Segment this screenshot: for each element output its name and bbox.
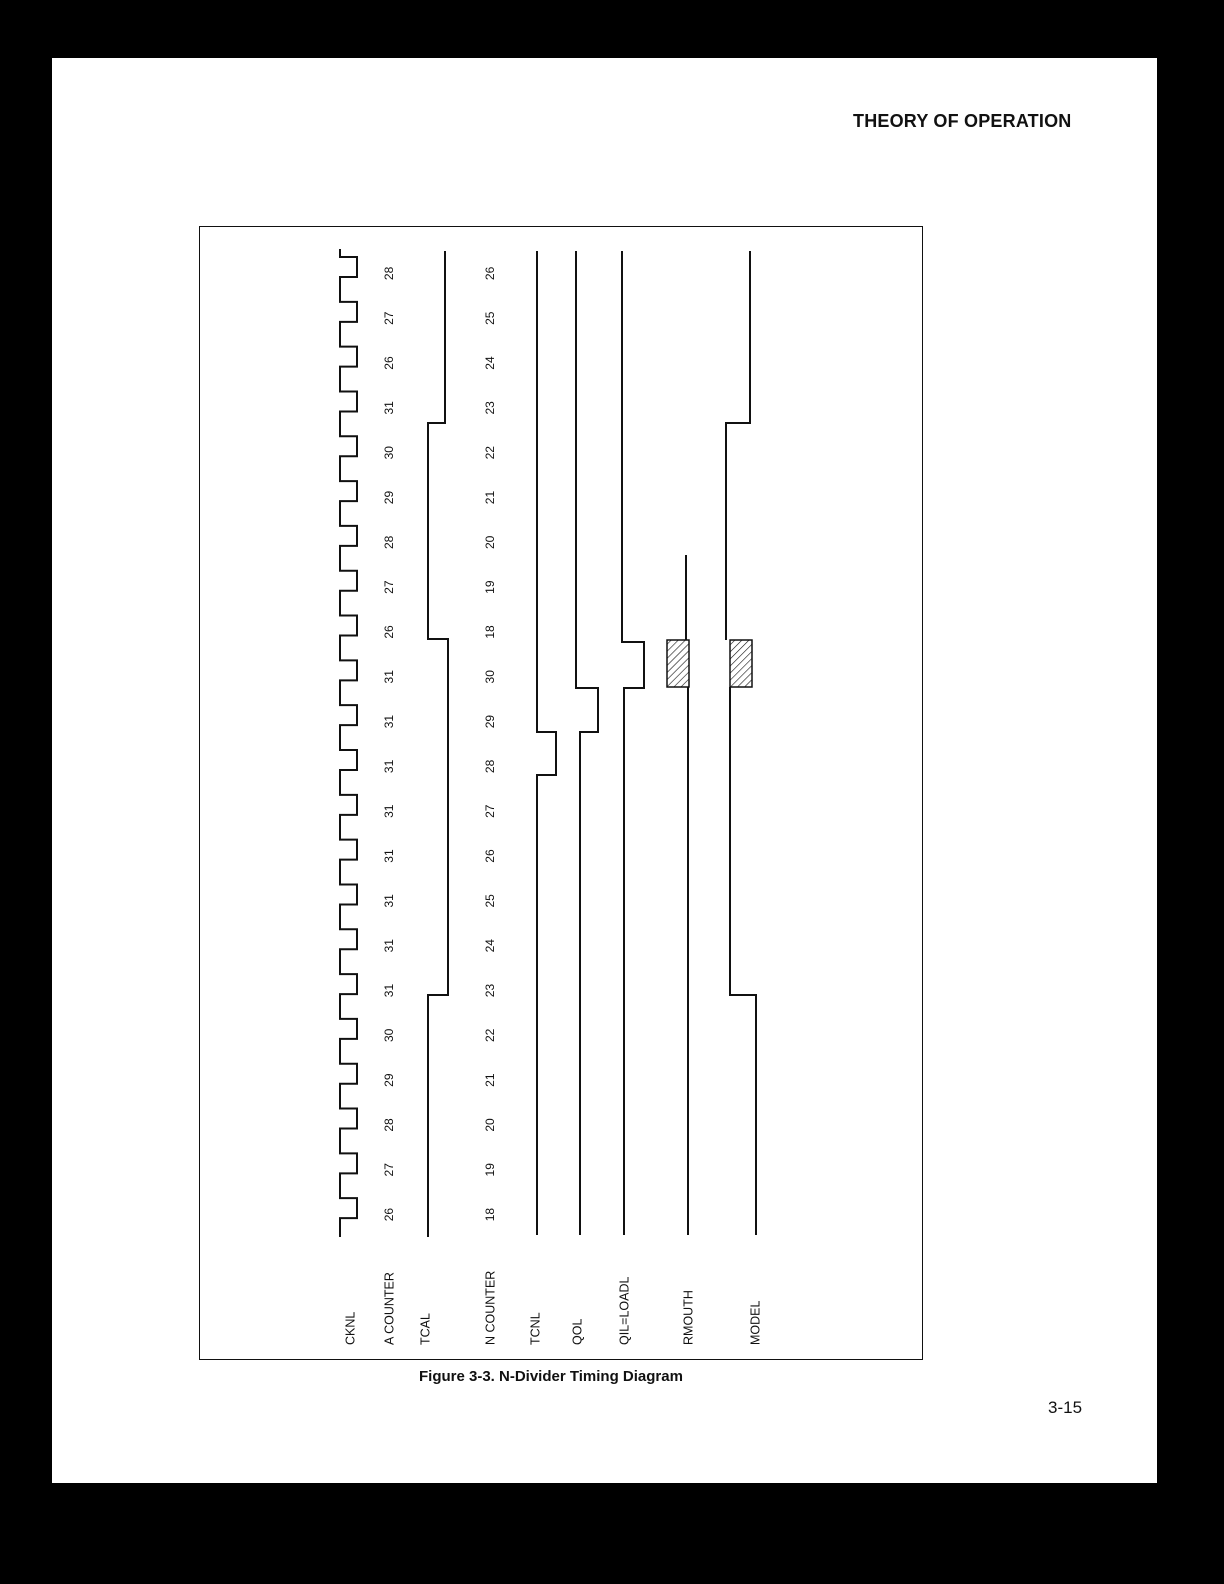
a-counter-value: 30 [382, 1028, 397, 1042]
tcnl-waveform [537, 251, 556, 1235]
n-counter-value: 19 [483, 580, 498, 594]
model-waveform-lower [730, 687, 756, 1235]
a-counter-value: 31 [382, 939, 397, 953]
a-counter-value: 31 [382, 804, 397, 818]
n-counter-value: 23 [483, 401, 498, 415]
n-counter-value: 30 [483, 670, 498, 684]
a-counter-value: 31 [382, 759, 397, 774]
a-counter-value: 27 [382, 311, 397, 325]
a-counter-value: 28 [382, 535, 397, 549]
figure-frame [199, 226, 923, 1360]
model-waveform-upper [726, 251, 750, 640]
signal-label: CKNL [343, 1311, 358, 1345]
signal-label: TCAL [418, 1313, 433, 1345]
signal-label: TCNL [528, 1312, 543, 1345]
signal-label: RMOUTH [681, 1290, 696, 1345]
signal-label: A COUNTER [382, 1272, 397, 1345]
n-counter-value: 26 [483, 849, 498, 863]
tcal-waveform [428, 251, 448, 1237]
section-header: THEORY OF OPERATION [853, 111, 1072, 131]
n-counter-value: 27 [483, 804, 498, 818]
n-counter-value: 24 [483, 939, 498, 953]
rmouth-hatched-region [667, 640, 689, 687]
signal-label: N COUNTER [483, 1270, 498, 1345]
n-counter-value: 21 [483, 1073, 498, 1087]
a-counter-value: 26 [382, 625, 397, 639]
a-counter-value: 30 [382, 446, 397, 460]
a-counter-value: 31 [382, 983, 397, 998]
n-counter-value: 21 [483, 490, 498, 505]
cknl-waveform [340, 249, 357, 1237]
n-counter-value: 20 [483, 1118, 498, 1132]
a-counter-value: 31 [382, 401, 397, 415]
n-counter-value: 20 [483, 535, 498, 549]
figure-caption: Figure 3-3. N-Divider Timing Diagram [419, 1368, 683, 1385]
n-counter-value: 23 [483, 983, 498, 998]
n-counter-value: 25 [483, 894, 498, 908]
a-counter-value: 31 [382, 849, 397, 863]
signal-label: QIL=LOADL [617, 1276, 632, 1345]
qil-loadl-waveform [622, 251, 644, 1235]
a-counter-value: 26 [382, 356, 397, 370]
document-page [52, 58, 1157, 1483]
qol-waveform [576, 251, 598, 1235]
a-counter-value: 26 [382, 1207, 397, 1222]
a-counter-value: 28 [382, 1118, 397, 1132]
n-counter-value: 26 [483, 266, 498, 281]
a-counter-value: 27 [382, 1163, 397, 1177]
a-counter-value: 31 [382, 894, 397, 908]
a-counter-value: 29 [382, 490, 397, 505]
n-counter-value: 29 [483, 714, 498, 729]
timing-diagram [200, 227, 921, 1358]
n-counter-value: 28 [483, 759, 498, 774]
n-counter-value: 18 [483, 1207, 498, 1222]
signal-label: MODEL [748, 1300, 763, 1345]
n-counter-value: 22 [483, 446, 498, 460]
a-counter-value: 31 [382, 670, 397, 684]
a-counter-value: 27 [382, 580, 397, 594]
n-counter-value: 19 [483, 1163, 498, 1177]
n-counter-value: 24 [483, 356, 498, 370]
a-counter-value: 28 [382, 266, 397, 281]
signal-label: QOL [570, 1318, 585, 1345]
n-counter-value: 22 [483, 1028, 498, 1042]
a-counter-value: 29 [382, 1073, 397, 1087]
a-counter-value: 31 [382, 714, 397, 729]
n-counter-value: 25 [483, 311, 498, 325]
model-hatched-region [730, 640, 752, 687]
n-counter-value: 18 [483, 625, 498, 639]
page-number: 3-15 [1048, 1398, 1083, 1417]
